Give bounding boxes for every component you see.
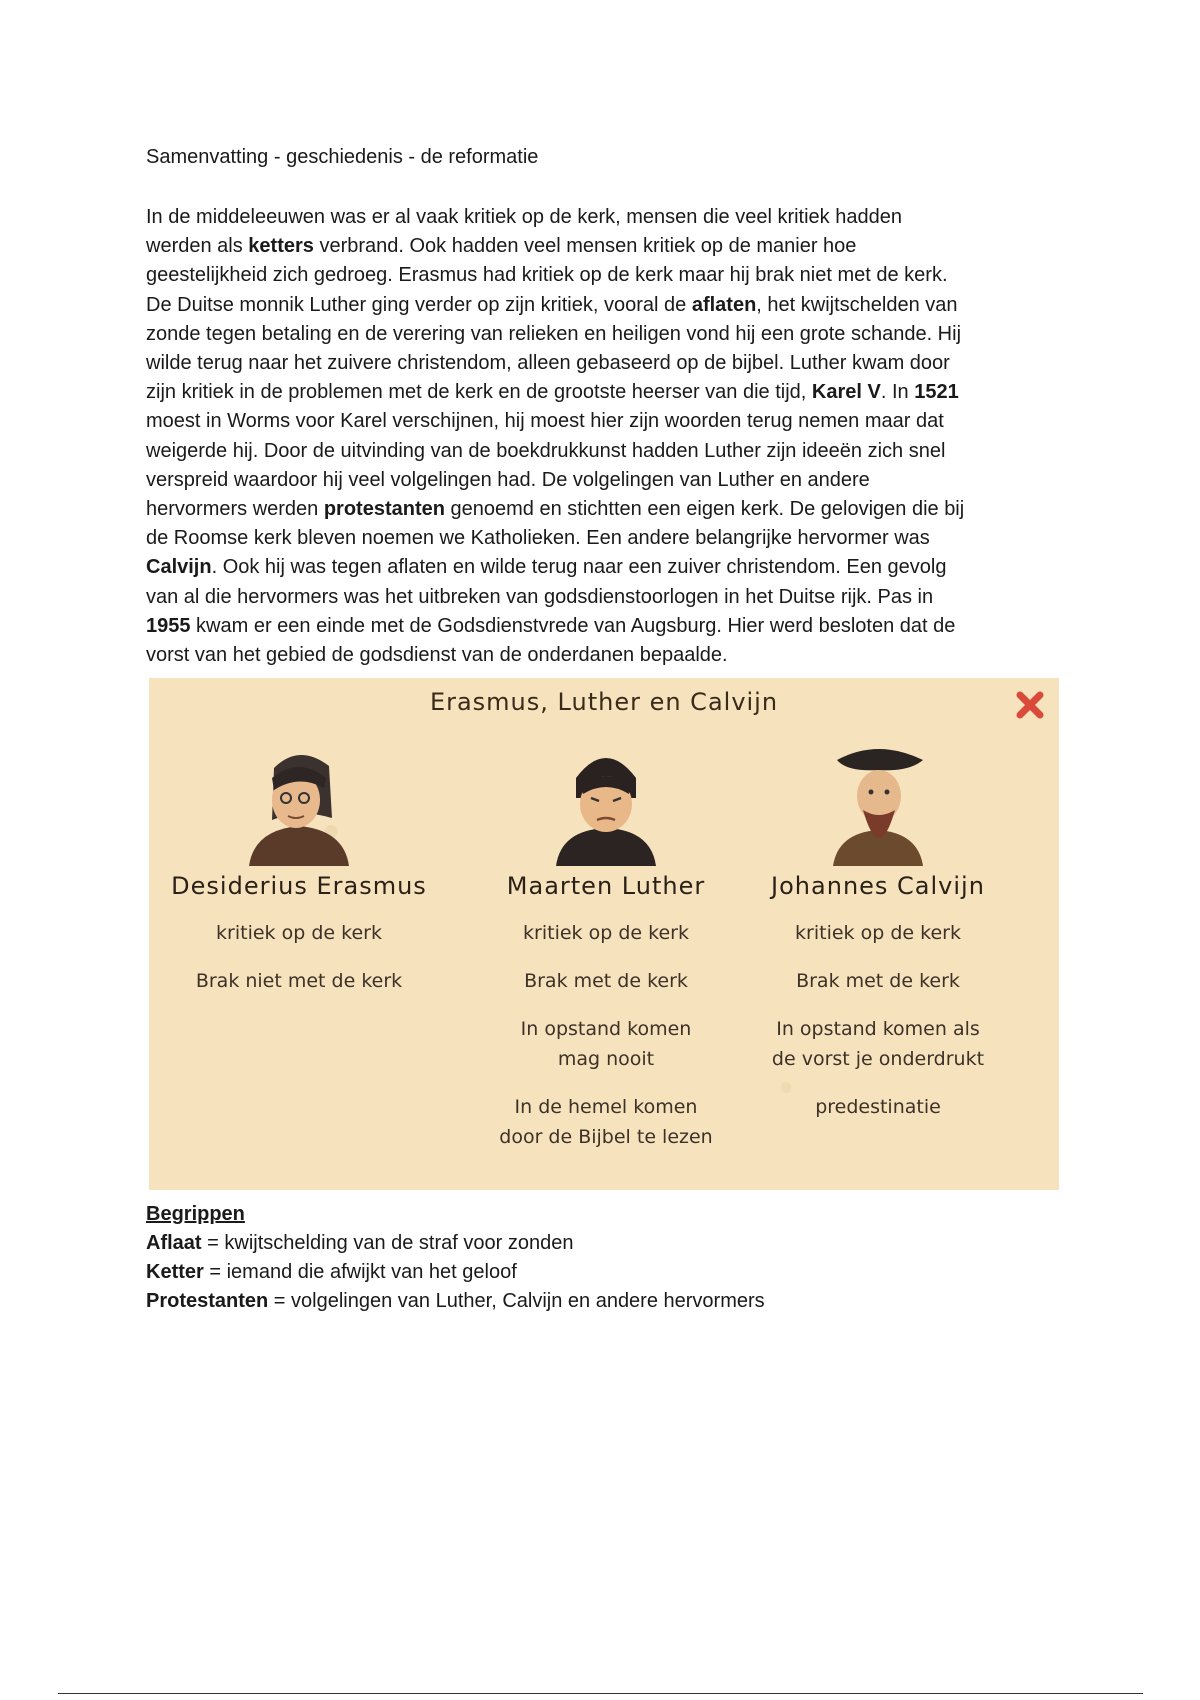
reformers-illustration (149, 678, 1059, 1190)
trait: kritiek op de kerk (216, 922, 382, 944)
text-run: de Roomse kerk bleven noemen we Katholieken. Een andere belangrijke hervormer was (146, 527, 930, 550)
luther-name: Maarten Luther (506, 872, 706, 900)
erasmus-column (154, 738, 444, 996)
text-run: weigerde hij. Door de uitvinding van de boekdrukkunst hadden Luther zijn ideeën zich snel (146, 439, 946, 462)
paragraph-line (146, 641, 1066, 670)
term-item (146, 1258, 765, 1287)
trait: predestinatie (815, 1096, 941, 1118)
paragraph-line (146, 261, 1066, 290)
term-item (146, 1229, 765, 1258)
definition: = volgelingen van Luther, Calvijn en andere hervormers (268, 1290, 765, 1312)
paragraph-line (146, 378, 1066, 407)
text-run: werden als (146, 235, 249, 258)
text-run: kwam er een einde met de Godsdienstvrede van Augsburg. Hier werd besloten dat de (190, 614, 956, 637)
luther-column (461, 738, 751, 1152)
trait: In opstand komen als de vorst je onderdrukt (771, 1018, 985, 1070)
trait: Brak met de kerk (524, 970, 688, 992)
summary-paragraph (146, 203, 1066, 670)
term: Ketter (146, 1261, 204, 1283)
text-run: moest in Worms voor Karel verschijnen, hij moest hier zijn woorden terug nemen maar dat (146, 410, 944, 433)
erasmus-portrait (234, 738, 364, 868)
bold-term: ketters (248, 235, 314, 258)
bold-term: 1955 (146, 614, 191, 637)
luther-portrait (541, 738, 671, 868)
text-run: In de middeleeuwen was er al vaak kritiek op de kerk, mensen die veel kritiek hadden (146, 206, 902, 228)
text-run: geestelijkheid zich gedroeg. Erasmus had kritiek op de kerk maar hij brak niet met de kerk. (146, 264, 948, 287)
text-run: hervormers werden (146, 498, 324, 521)
text-run: verbrand. Ook hadden veel mensen kritiek op de manier hoe (313, 235, 857, 258)
document-title: Samenvatting - geschiedenis - de reformatie (146, 146, 539, 168)
bold-term: Calvijn (146, 556, 212, 579)
trait: kritiek op de kerk (523, 922, 689, 944)
text-run: verspreid waardoor hij veel volgelingen had. De volgelingen van Luther en andere (146, 468, 870, 491)
definition: = iemand die afwijkt van het geloof (203, 1261, 517, 1283)
definition: = kwijtschelding van de straf voor zonden (201, 1232, 574, 1254)
bold-term: aflaten (691, 293, 757, 316)
text-run: . Ook hij was tegen aflaten en wilde terug naar een zuiver christendom. Een gevolg (211, 556, 947, 579)
paragraph-line (146, 553, 1066, 582)
terms-heading: Begrippen (146, 1203, 245, 1225)
paragraph-line (146, 612, 1066, 641)
paragraph-line (146, 203, 1066, 232)
trait: kritiek op de kerk (795, 922, 961, 944)
paragraph-line (146, 583, 1066, 612)
trait: In de hemel komen door de Bijbel te lezen (499, 1096, 713, 1148)
bold-term: Karel V (811, 381, 881, 404)
trait: Brak met de kerk (796, 970, 960, 992)
text-run: wilde terug naar het zuivere christendom, alleen gebaseerd op de bijbel. Luther kwam door (146, 352, 950, 375)
erasmus-name: Desiderius Erasmus (171, 872, 427, 900)
paragraph-line (146, 320, 1066, 349)
text-run: zijn kritiek in de problemen met de kerk en de grootste heerser van die tijd, (146, 381, 812, 404)
trait: In opstand komen mag nooit (520, 1018, 692, 1070)
trait: Brak niet met de kerk (195, 970, 403, 992)
text-run: De Duitse monnik Luther ging verder op zijn kritiek, vooral de (146, 293, 692, 316)
bold-term: protestanten (323, 498, 445, 521)
text-run: . In (880, 381, 915, 404)
term-item (146, 1287, 765, 1316)
bold-term: 1521 (914, 381, 959, 404)
calvin-column (733, 738, 1023, 1122)
terms-section (146, 1200, 765, 1316)
close-icon[interactable] (1015, 690, 1045, 720)
paragraph-line (146, 407, 1066, 436)
illustration-title: Erasmus, Luther en Calvijn (429, 688, 779, 716)
calvin-name: Johannes Calvijn (771, 872, 985, 900)
paragraph-line (146, 291, 1066, 320)
calvin-portrait (813, 738, 943, 868)
term: Aflaat (146, 1232, 202, 1254)
text-run: genoemd en stichtten een eigen kerk. De gelovigen die bij (444, 498, 965, 521)
paragraph-line (146, 437, 1066, 466)
text-run: , het kwijtschelden van (756, 293, 958, 316)
paragraph-line (146, 466, 1066, 495)
text-run: vorst van het gebied de godsdienst van de onderdanen bepaalde. (146, 644, 728, 667)
paragraph-line (146, 349, 1066, 378)
footer-divider (58, 1693, 1143, 1694)
paragraph-line (146, 232, 1066, 261)
paragraph-line (146, 524, 1066, 553)
paragraph-line (146, 495, 1066, 524)
term: Protestanten (146, 1290, 269, 1312)
text-run: zonde tegen betaling en de verering van relieken en heiligen vond hij een grote schande. Hij (146, 322, 962, 345)
text-run: van al die hervormers was het uitbreken van godsdienstoorlogen in het Duitse rijk. Pas in (146, 585, 934, 608)
